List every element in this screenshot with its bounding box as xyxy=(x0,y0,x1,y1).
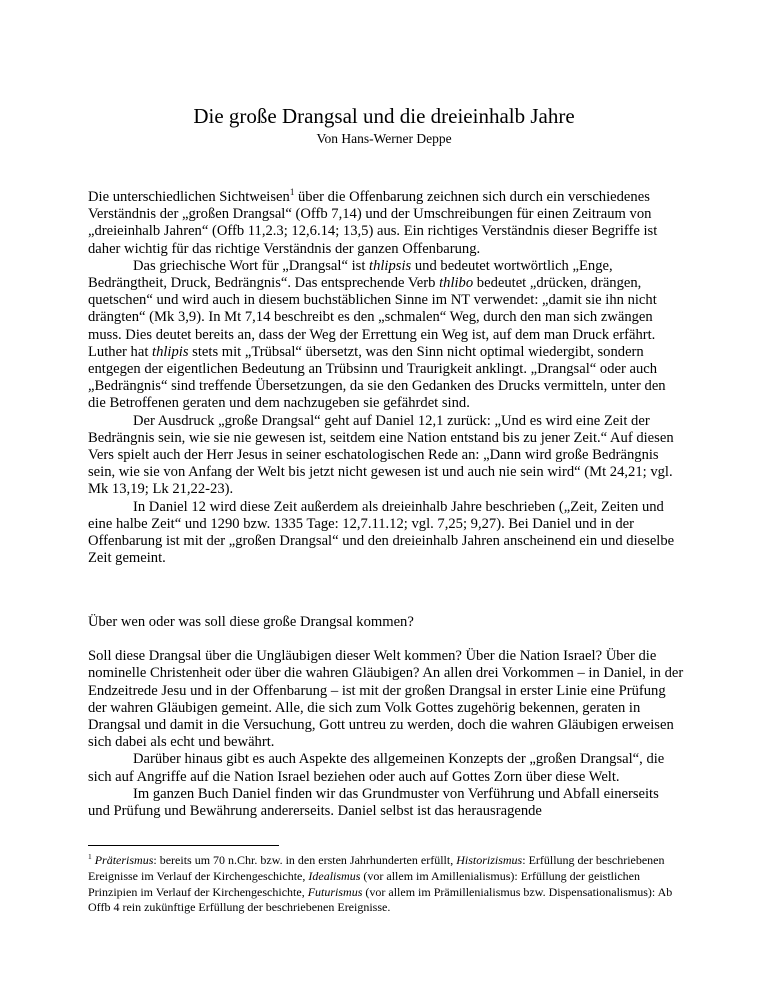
text-run: Der Ausdruck „große Drangsal“ geht auf Daniel 12,1 zurück: „Und es wird eine Zeit der Bedrängnis sein, wie sie nie gewesen ist, seitdem eine Nation entstand bis zu jener Zeit.“ Auf diesen Vers spielt auch der Herr Jesus in seiner eschatologischen Rede an: „Dann wird große Bedrängnis sein, wie sie von Anfang der Welt bis jetzt nicht gewesen ist und auch nie sein wird“ (Mt 24,21; vgl. Mk 13,19; Lk 21,22-23). xyxy=(88,412,674,498)
text-run: Präterismus xyxy=(94,853,154,867)
text-run: In Daniel 12 wird diese Zeit außerdem als dreieinhalb Jahre beschrieben („Zeit, Zeiten und eine halbe Zeit“ und 1290 bzw. 1335 Tage: 12,7.11.12; vgl. 7,25; 9,27). Bei Daniel und in der Offenbarung ist mit der „großen Drangsal“ und den dreieinhalb Jahren anscheinend ein und dieselbe Zeit gemeint. xyxy=(88,498,675,567)
text-run: thlipis xyxy=(152,343,189,360)
document-author: Von Hans-Werner Deppe xyxy=(316,131,452,146)
text-run: thlibo xyxy=(439,275,474,292)
text-run: : bereits um 70 n.Chr. bzw. in den ersten Jahrhunderten erfüllt, xyxy=(153,853,457,867)
text-run: (vor allem im Prämillenialismus bzw. Dispensationalismus): Ab Offb 4 rein zukünftige Erfüllung der beschriebenen Ereignisse. xyxy=(88,884,673,915)
paragraph-intro-2 xyxy=(88,258,684,413)
text-run: 1 xyxy=(289,187,295,198)
text-run: Die unterschiedlichen Sichtweisen xyxy=(88,189,290,205)
section-heading: Über wen oder was soll diese große Drangsal kommen? xyxy=(88,614,414,630)
paragraph-intro-1 xyxy=(88,189,684,258)
section-text-block xyxy=(88,614,684,820)
footnote-separator xyxy=(88,845,279,846)
text-run: (vor allem im Amillenialismus): Erfüllung der geistlichen Prinzipien im Verlauf der Kirchengeschichte, xyxy=(88,868,640,899)
paragraph-intro-3 xyxy=(88,413,684,499)
text-run: über die Offenbarung zeichnen sich durch ein verschiedenes Verständnis der „großen Drangsal“ (Offb 7,14) und der Umschreibungen für einen Zeitraum von „dreieinhalb Jahren“ (Offb 11,2.3; 12,6.14; 13,5) aus. Ein richtiges Verständnis dieser Begriffe ist daher wichtig für das richtige Verständnis der ganzen Offenbarung. xyxy=(88,189,658,257)
text-run: Futurismus xyxy=(307,884,363,899)
intro-text-block xyxy=(88,189,684,567)
document-title: Die große Drangsal und die dreieinhalb Jahre xyxy=(193,104,575,128)
paragraph-intro-4 xyxy=(88,499,684,568)
text-run: thlipsis xyxy=(369,257,412,274)
footnote-block xyxy=(88,845,684,916)
text-run: Historizismus xyxy=(456,853,523,867)
text-run: und bedeutet wortwörtlich „Enge, Bedrängtheit, Druck, Bedrängnis“. Das entsprechende Verb xyxy=(88,257,613,292)
text-run: Soll diese Drangsal über die Ungläubigen dieser Welt kommen? Über die Nation Israel? Über die nominelle Christenheit oder über die wahren Gläubigen? An allen drei Vorkommen – in Daniel, in der Endzeitrede Jesu und in der Offenbarung – ist mit der großen Drangsal in erster Linie eine Prüfung der wahren Gläubigen gemeint. Alle, die sich zum Volk Gottes zugehörig bekennen, geraten in Drangsal und damit in die Versuchung, Gott untreu zu werden, doch die wahren Gläubigen erweisen sich dabei als echt und bewährt. xyxy=(88,648,684,751)
paragraph-section-1 xyxy=(88,648,684,751)
text-run: Das griechische Wort für „Drangsal“ ist xyxy=(133,257,370,274)
paragraph-section-2 xyxy=(88,751,684,785)
text-run: Idealismus xyxy=(308,868,361,883)
paragraph-section-3 xyxy=(88,786,684,820)
text-run: stets mit „Trübsal“ übersetzt, was den Sinn nicht optimal wiedergibt, sondern entgegen der eigentlichen Bedeutung an Trübsinn und Traurigkeit anklingt. „Drangsal“ oder auch „Bedrängnis“ sind treffende Übersetzungen, da sie den Gedanken des Drucks vermitteln, unter den die Betroffenen geraten und dem nachzugeben sie gefährdet sind. xyxy=(88,343,666,412)
text-run: : Erfüllung der beschriebenen Ereignisse im Verlauf der Kirchengeschichte, xyxy=(88,853,665,883)
title-block xyxy=(0,103,768,147)
text-run: bedeutet „drücken, drängen, quetschen“ und wird auch in diesem buchstäblichen Sinne im NT verwendet: „damit sie ihn nicht drängten“ (Mk 3,9). In Mt 7,14 beschreibt es den „schmalen“ Weg, durch den man sich zwängen muss. Dies deutet bereits an, dass der Weg der Errettung ein Weg ist, auf dem man Druck erfährt. Luther hat xyxy=(88,275,657,360)
text-run: Im ganzen Buch Daniel finden wir das Grundmuster von Verführung und Abfall einerseits und Prüfung und Bewährung andererseits. Daniel selbst ist das herausragende xyxy=(88,785,659,820)
footnote-text xyxy=(88,853,684,916)
text-run: Darüber hinaus gibt es auch Aspekte des allgemeinen Konzepts der „großen Drangsal“, die sich auf Angriffe auf die Nation Israel beziehen oder auch auf Gottes Zorn über diese Welt. xyxy=(88,751,665,785)
text-run: 1 xyxy=(88,852,92,861)
